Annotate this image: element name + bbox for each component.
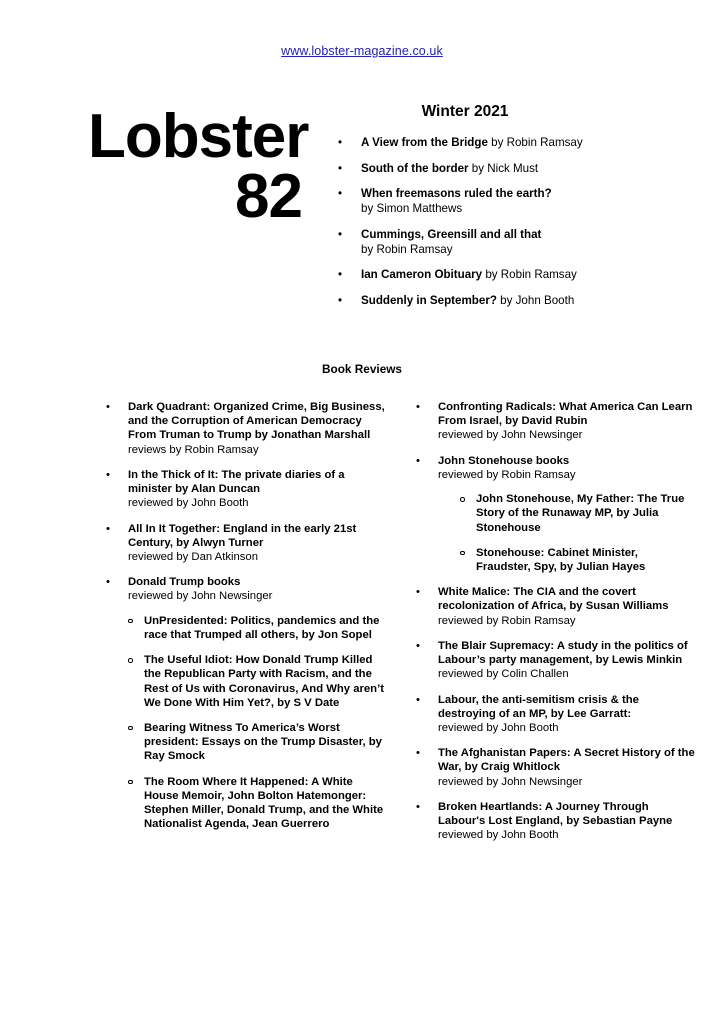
book-review-entry[interactable] [410,454,695,575]
contents-item[interactable] [330,293,660,308]
book-review-subentry-title: Stonehouse: Cabinet Minister, Fraudster, Spy, by Julian Hayes [476,546,646,573]
book-review-entry[interactable] [100,575,390,831]
book-review-title: Dark Quadrant: Organized Crime, Big Business, and the Corruption of American Democracy From Truman to Trump by Jonathan Marshall [128,401,385,442]
book-reviews-heading: Book Reviews [322,362,402,376]
masthead-logo [70,102,310,232]
book-review-reviewer: reviewed by Robin Ramsay [438,614,576,627]
book-review-title: Confronting Radicals: What America Can Learn From Israel, by David Rubin [438,401,693,428]
book-review-title: Broken Heartlands: A Journey Through Labour's Lost England, by Sebastian Payne [438,800,673,828]
issue-date-heading: Winter 2021 [421,103,509,120]
bullet-icon: • [338,227,343,241]
bullet-icon: • [106,401,110,413]
book-review-reviewer: reviewed by Dan Atkinson [128,550,258,563]
book-review-reviewer: reviews by Robin Ramsay [128,443,259,456]
contents-item-author: by Nick Must [468,161,539,175]
book-review-reviewer: reviewed by John Booth [438,829,559,842]
contents-item[interactable] [330,161,660,176]
magazine-website-link[interactable]: www.lobster-magazine.co.uk [281,44,443,58]
book-review-subentry-title: The Useful Idiot: How Donald Trump Killed the Republican Party with Racism, and the Rest of Us with Coronavirus, And Why aren’t We Done With Him Yet?, by S V Date [144,654,384,709]
issue-number: 82 [235,162,302,232]
book-review-entry[interactable] [100,468,390,511]
book-review-subentry[interactable] [128,614,390,642]
book-review-reviewer: reviewed by John Booth [438,721,559,734]
contents-item-title: When freemasons ruled the earth? [361,187,552,201]
book-reviews-left-column [100,400,390,842]
book-review-title: All In It Together: England in the early 21st Century, by Alwyn Turner [128,522,357,549]
contents-list [330,135,660,308]
contents-item[interactable] [330,135,660,150]
contents-item-author: by Robin Ramsay [482,268,577,282]
book-review-subentry[interactable] [460,492,695,535]
contents-item-title: Suddenly in September? [361,293,497,307]
book-review-reviewer: reviewed by John Booth [128,497,249,510]
bullet-icon: • [106,576,110,589]
contents-item[interactable] [330,227,660,257]
book-review-sublist [438,492,695,574]
site-url-bar [0,42,724,60]
book-review-title: Donald Trump books [128,576,241,589]
contents-item[interactable] [330,267,660,282]
book-review-subentry[interactable] [128,653,390,710]
book-review-reviewer: reviewed by John Newsinger [128,590,273,603]
book-review-subentry[interactable] [128,775,390,832]
book-review-title: The Blair Supremacy: A study in the politics of Labour’s party management, by Lewis Minkin [438,639,688,667]
bullet-icon: • [416,747,420,760]
bullet-icon: • [106,468,110,481]
bullet-icon: • [106,522,110,535]
hollow-bullet-icon [460,497,465,502]
book-review-entry[interactable] [410,400,695,443]
book-review-subentry-title: Bearing Witness To America’s Worst president: Essays on the Trump Disaster, by Ray Smock [144,721,382,763]
bullet-icon: • [338,161,343,175]
bullet-icon: • [416,693,420,706]
hollow-bullet-icon [128,780,133,785]
hollow-bullet-icon [460,551,465,556]
contents-item-author: by John Booth [496,293,575,307]
contents-item-title: Ian Cameron Obituary [361,268,483,282]
book-review-title: John Stonehouse books [438,454,570,467]
book-review-sublist [128,614,390,832]
contents-item-title: Cummings, Greensill and all that [361,227,542,241]
bullet-icon: • [416,800,420,813]
bullet-icon: • [416,454,420,467]
book-review-reviewer: reviewed by John Newsinger [438,429,583,442]
contents-item-author: by Robin Ramsay [487,136,583,149]
book-review-title: White Malice: The CIA and the covert recolonization of Africa, by Susan Williams [438,586,669,613]
bullet-icon: • [338,293,343,307]
contents-item-author: by Simon Matthews [361,202,463,216]
bullet-icon: • [416,639,420,652]
contents-item[interactable] [330,186,660,216]
bullet-icon: • [416,586,420,599]
bullet-icon: • [338,268,343,282]
book-review-entry[interactable] [100,522,390,565]
magazine-title: Lobster [88,102,309,171]
book-review-entry[interactable] [410,639,695,682]
bullet-icon: • [416,401,420,413]
book-review-subentry-title: UnPresidented: Politics, pandemics and the race that Trumped all others, by Jon Sopel [144,614,380,641]
book-review-entry[interactable] [410,746,695,789]
book-review-reviewer: reviewed by Robin Ramsay [438,468,576,481]
hollow-bullet-icon [128,619,133,624]
book-review-title: The Afghanistan Papers: A Secret History of the War, by Craig Whitlock [438,747,695,774]
issue-contents-panel [330,103,660,319]
book-review-subentry-title: The Room Where It Happened: A White House Memoir, John Bolton Hatemonger: Stephen Miller, Donald Trump, and the White Nationalist Agenda, Jean Guerrero [144,775,384,831]
hollow-bullet-icon [128,658,133,663]
contents-item-title: A View from the Bridge [361,136,488,149]
book-review-reviewer: reviewed by Colin Challen [438,668,569,681]
book-review-entry[interactable] [410,693,695,736]
contents-item-author: by Robin Ramsay [361,242,453,256]
hollow-bullet-icon [128,726,133,731]
book-review-subentry[interactable] [460,546,695,574]
book-review-entry[interactable] [410,800,695,843]
book-review-reviewer: reviewed by John Newsinger [438,775,583,788]
book-review-title: Labour, the anti-semitism crisis & the destroying of an MP, by Lee Garratt: [438,693,639,720]
book-review-subentry[interactable] [128,721,390,764]
book-review-entry[interactable] [410,585,695,628]
bullet-icon: • [338,136,343,149]
book-reviews-right-column [410,400,695,853]
bullet-icon: • [338,187,343,201]
book-review-entry[interactable] [100,400,390,457]
contents-item-title: South of the border [361,161,469,175]
book-review-title: In the Thick of It: The private diaries of a minister by Alan Duncan [128,468,345,496]
book-review-subentry-title: John Stonehouse, My Father: The True Story of the Runaway MP, by Julia Stonehouse [476,493,685,534]
